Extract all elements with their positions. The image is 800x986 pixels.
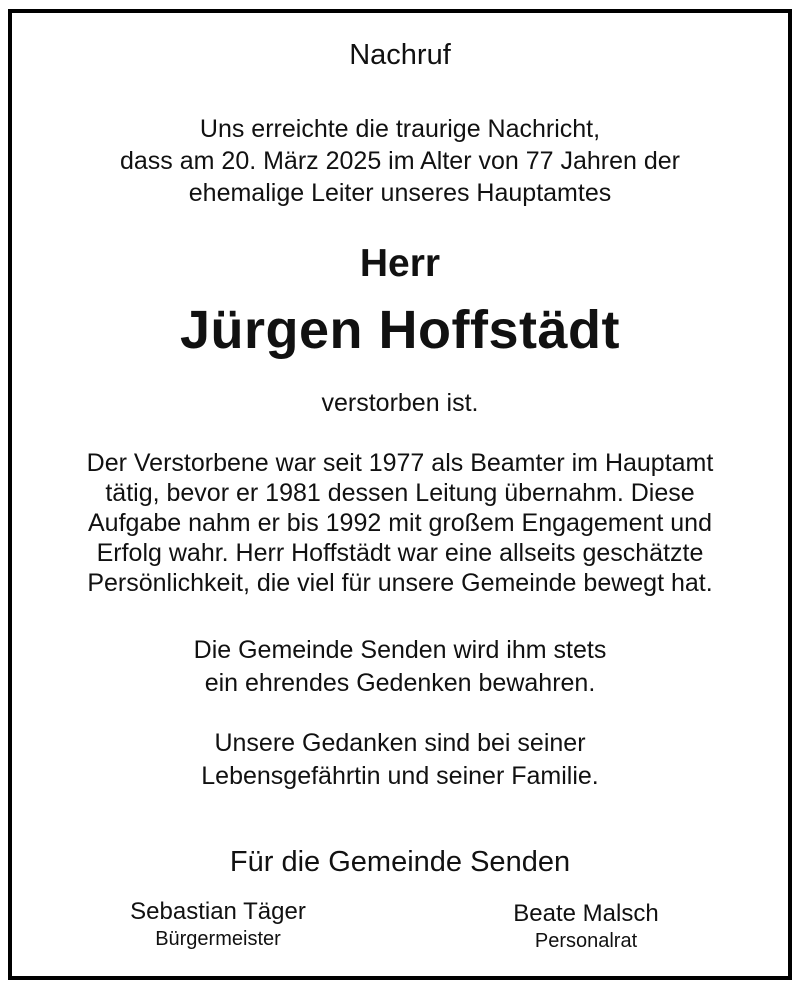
deceased-text: verstorben ist.	[321, 389, 479, 417]
biography-line: Der Verstorbene war seit 1977 als Beamter im Hauptamt	[86, 449, 714, 477]
signature-heading: Für die Gemeinde Senden	[229, 846, 571, 878]
signer-mayor	[98, 898, 338, 952]
thoughts-text	[0, 727, 800, 793]
biography-line: Persönlichkeit, die viel für unsere Gemeinde bewegt hat.	[87, 569, 713, 597]
biography-line: tätig, bevor er 1981 dessen Leitung übernahm. Diese	[105, 479, 695, 507]
intro-line: dass am 20. März 2025 im Alter von 77 Jahren der	[119, 147, 680, 175]
notice-title: Nachruf	[349, 39, 451, 71]
thoughts-line: Lebensgefährtin und seiner Familie.	[201, 762, 599, 790]
signer-name: Beate Malsch	[513, 900, 659, 927]
memory-text	[0, 634, 800, 700]
signer-role: Personalrat	[534, 930, 638, 952]
biography-line: Erfolg wahr. Herr Hoffstädt war eine allseits geschätzte	[96, 539, 704, 567]
signer-role: Bürgermeister	[155, 928, 281, 950]
memory-line: ein ehrendes Gedenken bewahren.	[204, 669, 596, 697]
biography-text	[0, 448, 800, 598]
thoughts-line: Unsere Gedanken sind bei seiner	[214, 729, 586, 757]
salutation: Herr	[359, 242, 441, 285]
biography-line: Aufgabe nahm er bis 1992 mit großem Engagement und	[88, 509, 712, 537]
intro-line: Uns erreichte die traurige Nachricht,	[199, 115, 601, 143]
deceased-name: Jürgen Hoffstädt	[180, 300, 620, 360]
intro-line: ehemalige Leiter unseres Hauptamtes	[188, 179, 612, 207]
intro-text	[0, 113, 800, 209]
signer-staff-council	[466, 900, 706, 954]
signer-name: Sebastian Täger	[130, 898, 306, 925]
memory-line: Die Gemeinde Senden wird ihm stets	[193, 636, 607, 664]
